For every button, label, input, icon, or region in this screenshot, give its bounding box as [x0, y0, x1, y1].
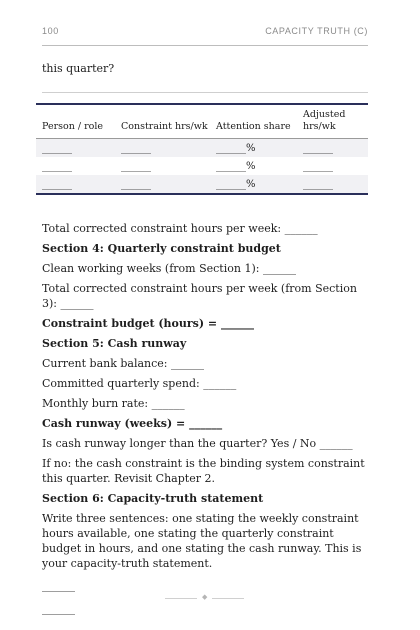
running-header [42, 26, 368, 38]
column-header-attention: Attention share [216, 121, 291, 132]
section-5-heading: Section 5: Cash runway [42, 337, 187, 350]
table-row [36, 139, 368, 157]
burn-rate-line: Monthly burn rate: ______ [42, 397, 185, 410]
table-cell[interactable]: ______ [121, 179, 151, 190]
section-4-heading: Section 4: Quarterly constraint budget [42, 242, 281, 255]
worksheet-table [36, 103, 368, 195]
footer-rule-left [165, 598, 197, 599]
page-number: 100 [42, 26, 59, 36]
table-row [36, 157, 368, 175]
table-cell[interactable]: ______ [303, 161, 333, 172]
column-header-adjusted: Adjusted hrs/wk [303, 109, 346, 132]
table-cell[interactable]: ______% [216, 143, 256, 154]
bank-balance-line: Current bank balance: ______ [42, 357, 205, 370]
answer-blank[interactable]: ______ [42, 579, 75, 592]
table-cell[interactable]: ______% [216, 179, 256, 190]
table-cell[interactable]: ______% [216, 161, 256, 172]
lead-text: this quarter? [42, 62, 115, 75]
table-cell[interactable]: ______ [42, 161, 72, 172]
table-cell[interactable]: ______ [303, 143, 333, 154]
header-divider [42, 45, 368, 46]
column-header-person: Person / role [42, 121, 104, 132]
table-cell[interactable]: ______ [42, 143, 72, 154]
quarterly-spend-line: Committed quarterly spend: ______ [42, 377, 237, 390]
running-title: CAPACITY TRUTH (C) [265, 26, 368, 36]
section-6-heading: Section 6: Capacity-truth statement [42, 492, 264, 505]
table-cell[interactable]: ______ [121, 143, 151, 154]
column-header-constraint: Constraint hrs/wk [121, 121, 208, 132]
table-header [36, 105, 368, 139]
table-bottom-rule [36, 193, 368, 195]
table-cell[interactable]: ______ [121, 161, 151, 172]
ornament-icon: ◆ [202, 593, 208, 601]
table-row [36, 175, 368, 193]
corrected-hours-line: Total corrected constraint hours per week (from Section 3): ______ [42, 282, 357, 310]
cash-runway-line: Cash runway (weeks) = ______ [42, 417, 223, 430]
runway-question-line: Is cash runway longer than the quarter? Yes / No ______ [42, 437, 353, 450]
statement-instructions: Write three sentences: one stating the weekly constraint hours available, one stating the quarterly constraint budget in hours, and one stating the cash runway. This is your capacity-truth statement. [42, 512, 362, 570]
footer-ornament [165, 593, 245, 603]
answer-line [42, 92, 368, 93]
clean-weeks-line: Clean working weeks (from Section 1): ______ [42, 262, 296, 275]
total-hours-line: Total corrected constraint hours per week: ______ [42, 222, 318, 235]
worksheet-body [42, 221, 372, 616]
binding-constraint-note: If no: the cash constraint is the binding system constraint this quarter. Revisit Chapter 2. [42, 457, 365, 485]
table-cell[interactable]: ______ [303, 179, 333, 190]
footer-rule-right [212, 598, 244, 599]
table-cell[interactable]: ______ [42, 179, 72, 190]
constraint-budget-line: Constraint budget (hours) = ______ [42, 317, 254, 330]
answer-blank[interactable]: ______ [42, 602, 75, 615]
